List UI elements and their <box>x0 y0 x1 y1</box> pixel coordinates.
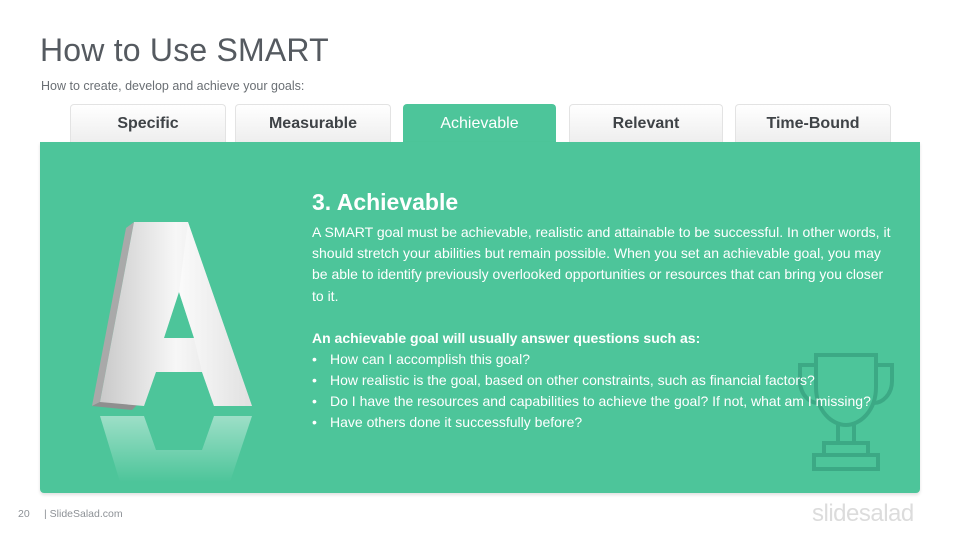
achievable-content <box>312 188 892 434</box>
brand-logo: slidesalad <box>812 500 914 527</box>
list-item: • Do I have the resources and capabilities to achieve the goal? If not, what am I missing? <box>312 391 892 412</box>
questions-heading: An achievable goal will usually answer questions such as: <box>312 329 701 346</box>
tab-relevant[interactable]: Relevant <box>569 104 723 142</box>
tab-specific[interactable]: Specific <box>70 104 226 142</box>
slide-subtitle: How to create, develop and achieve your goals: <box>41 79 305 93</box>
letter-a-3d-icon <box>90 220 260 490</box>
tab-achievable[interactable]: Achievable <box>403 104 556 142</box>
section-heading: 3. Achievable <box>312 189 459 215</box>
footer-link[interactable]: | SlideSalad.com <box>44 508 123 520</box>
tab-content-panel <box>40 142 920 493</box>
list-item: • How can I accomplish this goal? <box>312 349 892 370</box>
list-item: • Have others done it successfully before? <box>312 412 892 433</box>
tab-measurable[interactable]: Measurable <box>235 104 391 142</box>
list-item: • How realistic is the goal, based on other constraints, such as financial factors? <box>312 370 892 391</box>
tab-bar <box>70 104 892 142</box>
slide-title: How to Use SMART <box>40 32 329 68</box>
tab-time-bound[interactable]: Time-Bound <box>735 104 891 142</box>
description-paragraph: A SMART goal must be achievable, realistic and attainable to be successful. In other words, it should stretch your abilities but remain possible. When you set an achievable goal, you may be able to identify previously overlooked opportunities or resources that can bring you closer to it. <box>312 224 891 304</box>
questions-list <box>312 349 892 434</box>
page-number: 20 <box>18 508 30 520</box>
